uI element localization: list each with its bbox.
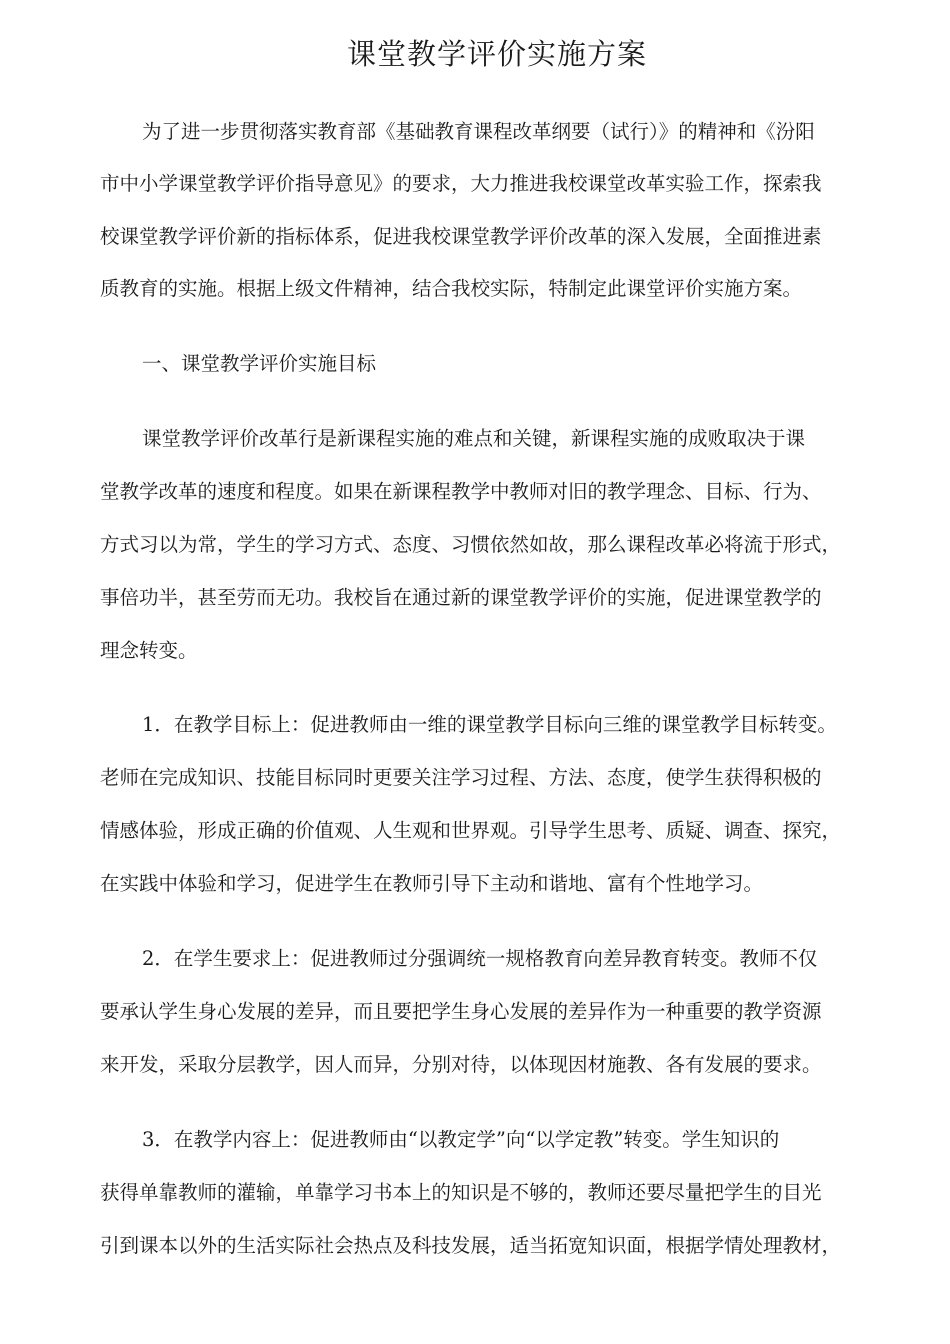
text-line: 引到课本以外的生活实际社会热点及科技发展，适当拓宽知识面，根据学情处理教材，	[100, 1234, 842, 1257]
text-line: 来开发，采取分层教学，因人而异，分别对待，以体现因材施教、各有发展的要求。	[100, 1053, 822, 1076]
text-line: 堂教学改革的速度和程度。如果在新课程教学中教师对旧的教学理念、目标、行为、	[100, 480, 822, 503]
text-line: 市中小学课堂教学评价指导意见》的要求，大力推进我校课堂改革实验工作，探索我	[100, 172, 822, 195]
text-line: 方式习以为常，学生的学习方式、态度、习惯依然如故，那么课程改革必将流于形式，	[100, 533, 842, 556]
section-heading: 一、课堂教学评价实施目标	[142, 352, 377, 375]
text-line: 校课堂教学评价新的指标体系，促进我校课堂教学评价改革的深入发展，全面推进素	[100, 225, 822, 248]
text-line: 情感体验，形成正确的价值观、人生观和世界观。引导学生思考、质疑、调查、探究，	[100, 819, 842, 842]
text-line: 2．在学生要求上：促进教师过分强调统一规格教育向差异教育转变。教师不仅	[142, 947, 818, 970]
text-line: 要承认学生身心发展的差异，而且要把学生身心发展的差异作为一种重要的教学资源	[100, 1000, 822, 1023]
text-line: 老师在完成知识、技能目标同时更要关注学习过程、方法、态度，使学生获得积极的	[100, 766, 822, 789]
text-line: 1．在教学目标上：促进教师由一维的课堂教学目标向三维的课堂教学目标转变。	[142, 713, 837, 736]
text-line: 获得单靠教师的灌输，单靠学习书本上的知识是不够的，教师还要尽量把学生的目光	[100, 1181, 822, 1204]
text-line: 事倍功半，甚至劳而无功。我校旨在通过新的课堂教学评价的实施，促进课堂教学的	[100, 586, 822, 609]
text-line: 课堂教学评价改革行是新课程实施的难点和关键，新课程实施的成败取决于课	[142, 427, 806, 450]
text-line: 理念转变。	[100, 639, 198, 662]
text-line: 在实践中体验和学习，促进学生在教师引导下主动和谐地、富有个性地学习。	[100, 872, 764, 895]
text-line: 质教育的实施。根据上级文件精神，结合我校实际，特制定此课堂评价实施方案。	[100, 277, 803, 300]
text-line: 为了进一步贯彻落实教育部《基础教育课程改革纲要（试行）》的精神和《汾阳	[142, 120, 815, 143]
page-title: 课堂教学评价实施方案	[346, 37, 647, 71]
text-line: 3．在教学内容上：促进教师由“以教定学”向“以学定教”转变。学生知识的	[142, 1128, 780, 1151]
